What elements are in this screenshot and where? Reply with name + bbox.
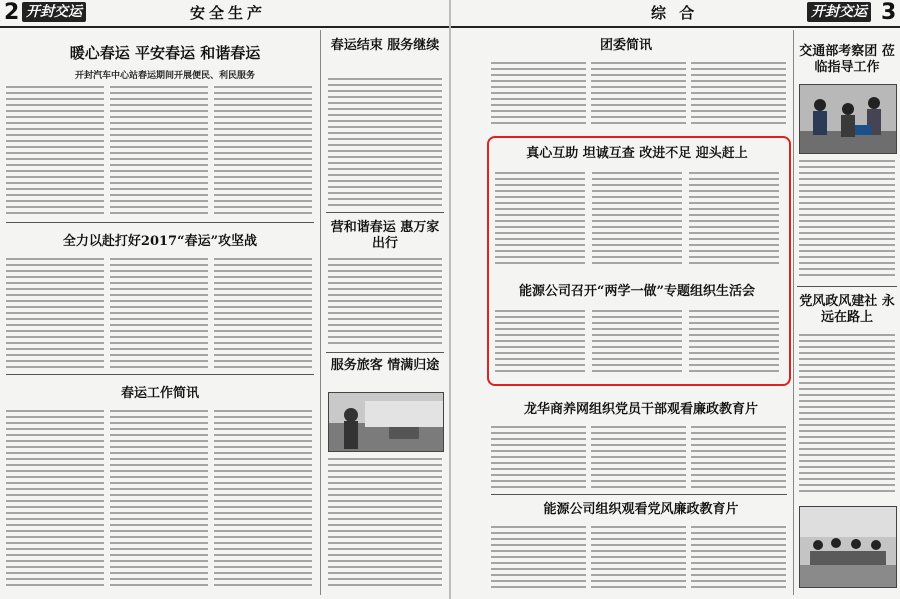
lead-text-col2 — [110, 84, 208, 216]
third-text-col3 — [214, 408, 312, 590]
league-text-col1 — [491, 60, 586, 126]
right-header — [451, 0, 900, 28]
photo-meeting — [799, 506, 897, 588]
lead-text-col3 — [214, 84, 312, 216]
lead-subheadline: 开封汽车中心站春运期间开展便民、利民服务 — [74, 71, 255, 81]
film-text-2-col1 — [491, 524, 586, 590]
league-headline: 团委简讯 — [599, 38, 652, 53]
league-text-col2 — [591, 60, 686, 126]
masthead-logo: 开封交运 — [22, 2, 86, 22]
film-text-2-col2 — [591, 524, 686, 590]
photo-bus-station — [328, 392, 444, 452]
side-text-2 — [799, 332, 895, 492]
film-headline-1: 龙华商养网组织党员干部观看廉政教育片 — [523, 402, 758, 417]
divider — [797, 286, 897, 287]
film-text-1-col2 — [591, 424, 686, 488]
page-number: 2 — [4, 0, 20, 25]
left-page — [0, 0, 449, 599]
third-text-col1 — [6, 408, 104, 590]
side-text-3 — [328, 456, 442, 590]
side-text-2 — [328, 256, 442, 348]
section-title: 安全生产 — [190, 4, 267, 22]
lead-headline: 暖心春运 平安春运 和谐春运 — [69, 44, 261, 62]
red-text-1-col3 — [689, 170, 779, 266]
film-text-2-col3 — [691, 524, 786, 590]
side-text-1 — [328, 76, 442, 206]
third-text-col2 — [110, 408, 208, 590]
film-headline-2: 能源公司组织观看党风廉政教育片 — [543, 502, 739, 517]
divider — [6, 374, 314, 375]
column-divider — [793, 30, 794, 595]
side-headline-1: 春运结束 服务继续 — [330, 38, 440, 53]
side-text-1 — [799, 158, 895, 278]
side-headline-2: 营和谐春运 惠万家出行 — [330, 220, 440, 252]
side-headline-1: 交通部考察团 莅临指导工作 — [799, 44, 895, 76]
side-headline-3: 服务旅客 情满归途 — [330, 358, 440, 373]
divider — [491, 494, 787, 495]
film-text-1-col1 — [491, 424, 586, 488]
red-text-2-col2 — [592, 308, 682, 374]
third-headline: 春运工作简讯 — [120, 386, 199, 401]
red-headline-2: 能源公司召开“两学一做”专题组织生活会 — [519, 284, 755, 299]
league-text-col3 — [691, 60, 786, 126]
photo-inspection — [799, 84, 897, 154]
film-text-1-col3 — [691, 424, 786, 488]
second-text-col1 — [6, 256, 104, 368]
right-page — [451, 0, 900, 599]
red-headline-1: 真心互助 坦诚互查 改进不足 迎头赶上 — [526, 146, 748, 161]
divider — [326, 352, 444, 353]
left-header — [0, 0, 449, 28]
second-text-col2 — [110, 256, 208, 368]
column-divider — [320, 30, 321, 595]
red-text-1-col2 — [592, 170, 682, 266]
second-headline: 全力以赴打好2017“春运”攻坚战 — [62, 234, 258, 249]
divider — [6, 222, 314, 223]
side-headline-2: 党风政风建社 永远在路上 — [799, 294, 895, 326]
masthead-logo: 开封交运 — [807, 2, 871, 22]
section-title: 综 合 — [651, 4, 699, 22]
second-text-col3 — [214, 256, 312, 368]
lead-text-col1 — [6, 84, 104, 216]
page-number: 3 — [881, 0, 897, 25]
divider — [326, 212, 444, 213]
red-text-1-col1 — [495, 170, 585, 266]
red-text-2-col1 — [495, 308, 585, 374]
red-text-2-col3 — [689, 308, 779, 374]
